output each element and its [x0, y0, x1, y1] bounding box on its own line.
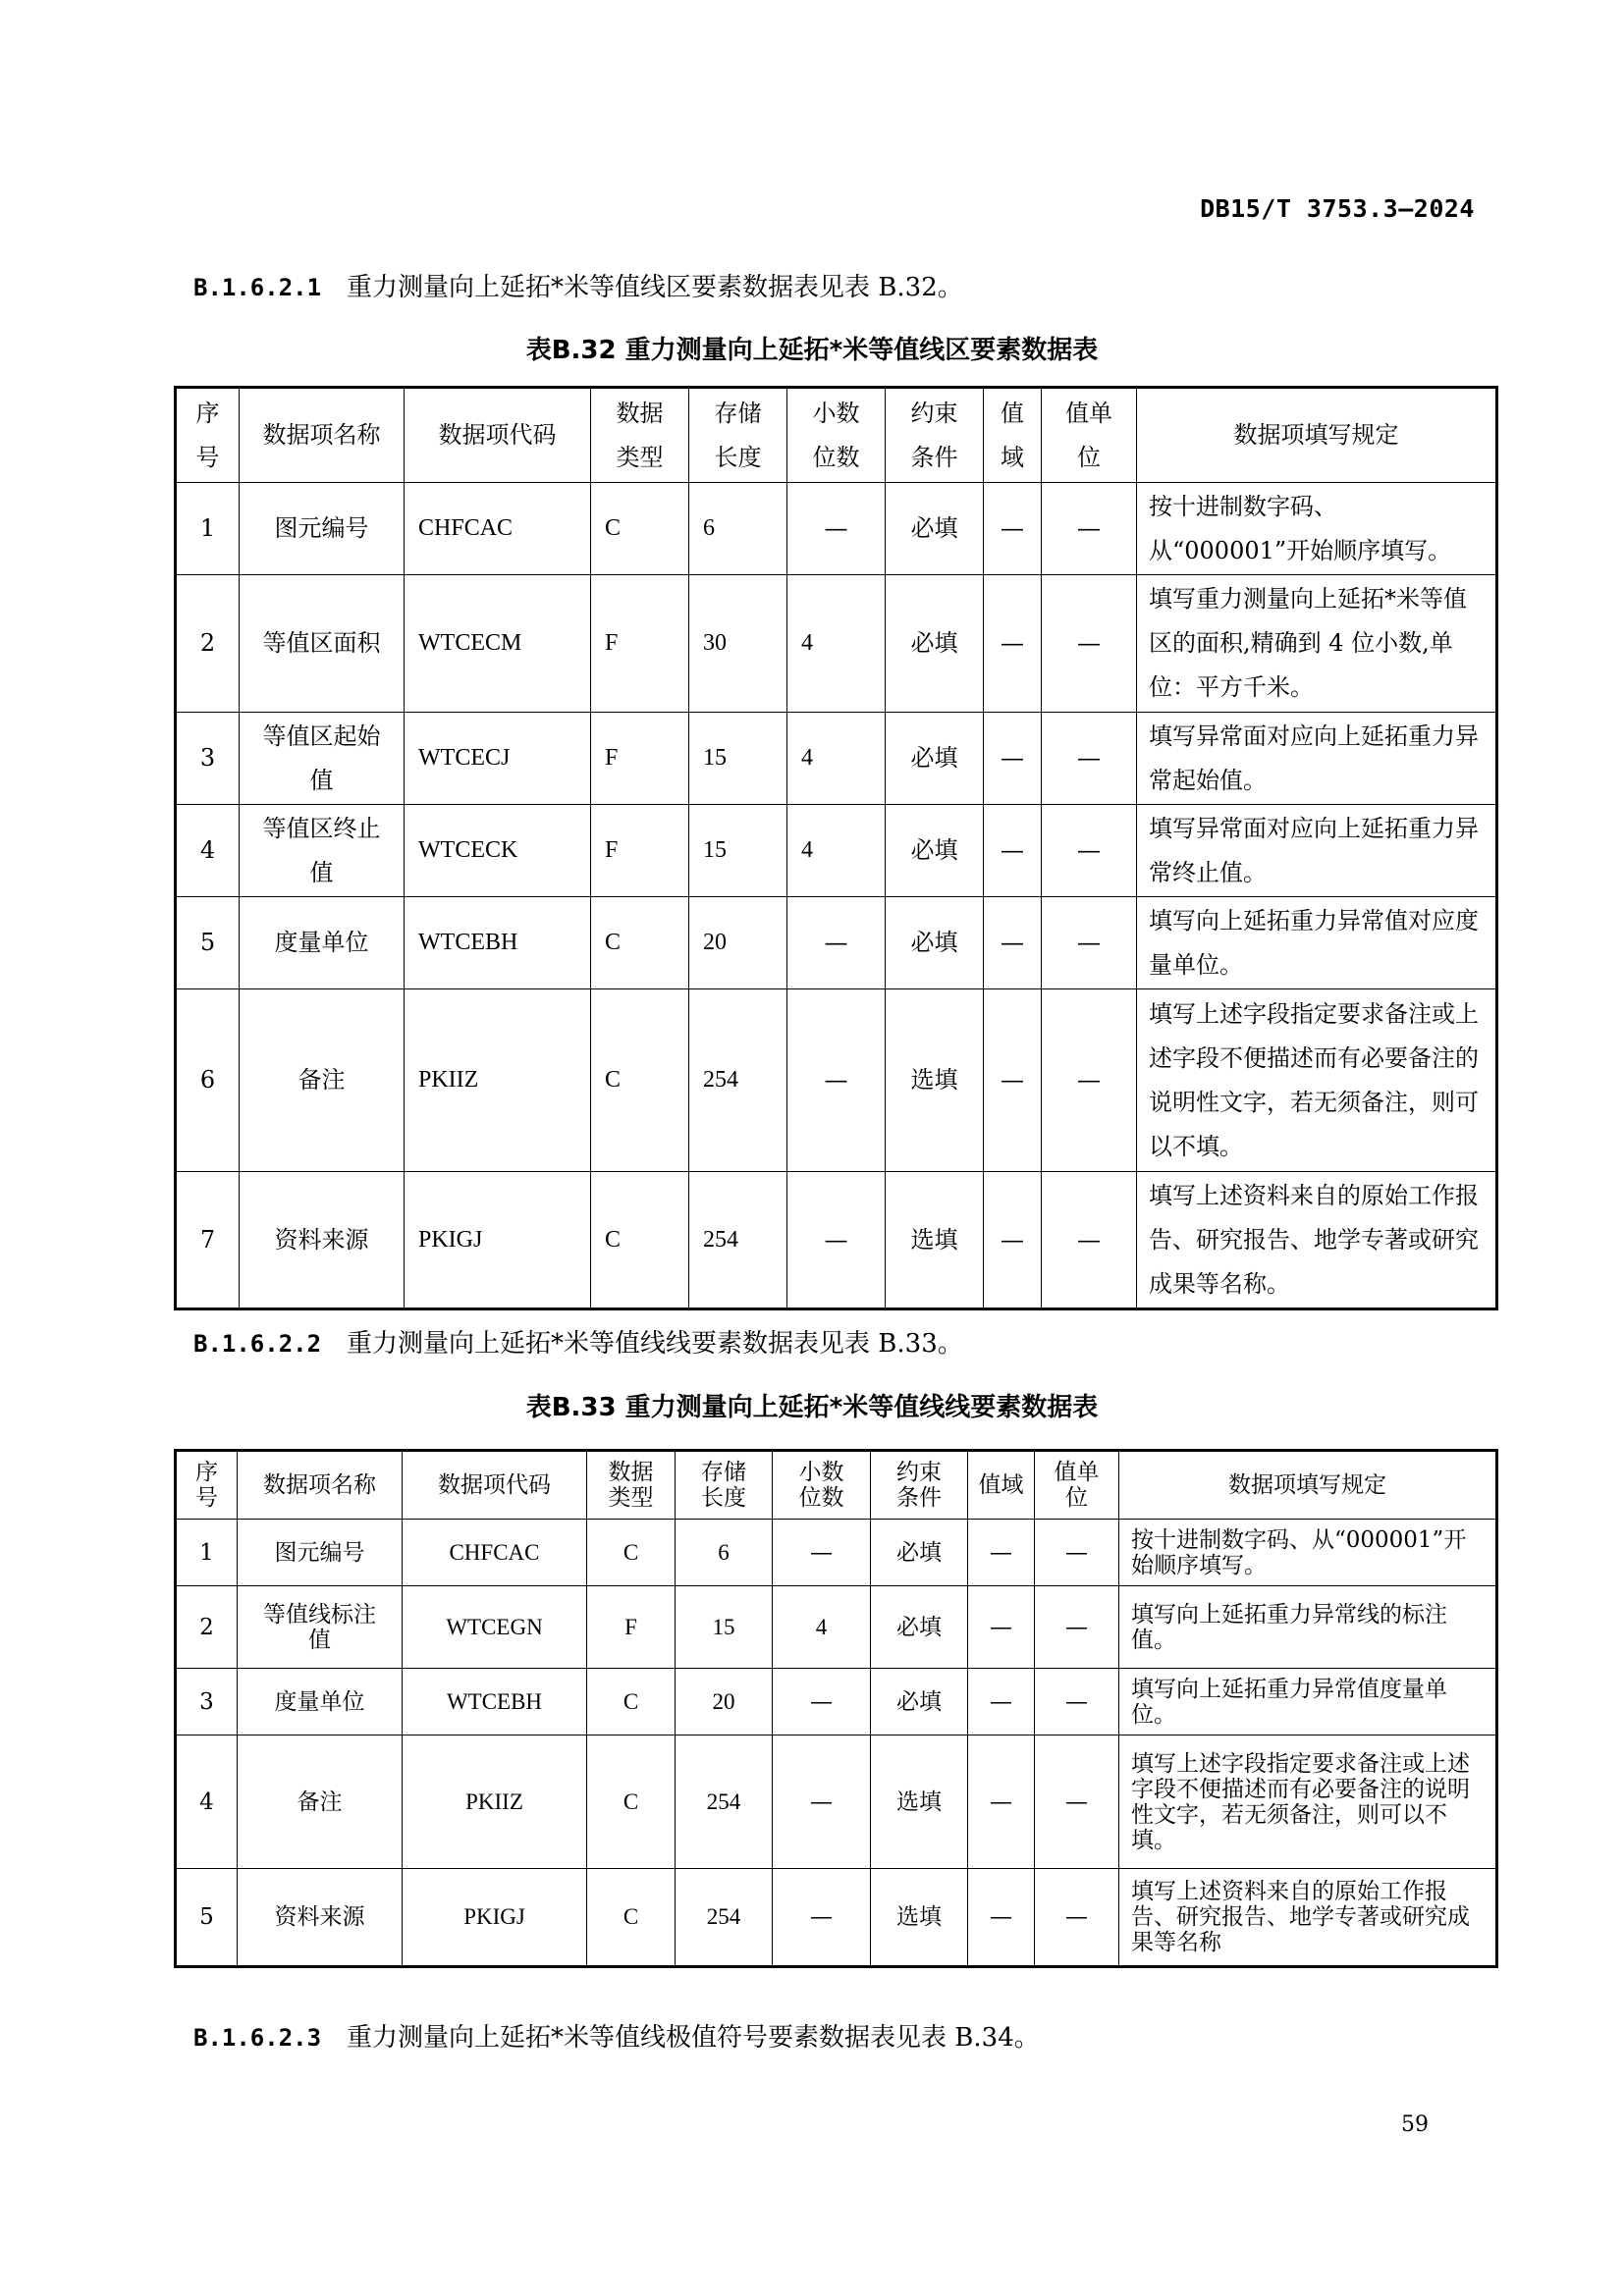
cell-constraint: 必填 [886, 713, 984, 805]
cell-name: 资料来源 [240, 1172, 405, 1309]
table-caption-b32: 表B.32 重力测量向上延拓*米等值线区要素数据表 [525, 336, 1099, 365]
cell-length: 20 [689, 897, 787, 989]
cell-length: 15 [676, 1586, 773, 1669]
cell-index: 2 [176, 575, 240, 713]
cell-type: C [591, 483, 689, 575]
cell-type: C [591, 1172, 689, 1309]
cell-domain: — [984, 1172, 1042, 1309]
cell-decimals: 4 [773, 1586, 871, 1669]
header-unit: 值单位 [1035, 1451, 1119, 1520]
cell-length: 15 [689, 805, 787, 897]
table-row [176, 1735, 1497, 1869]
cell-index: 7 [176, 1172, 240, 1309]
header-code: 数据项代码 [405, 388, 591, 483]
table-row [176, 805, 1497, 897]
clause-number: B.1.6.2.3 [193, 2024, 322, 2052]
header-index: 序号 [176, 388, 240, 483]
cell-decimals: — [773, 1735, 871, 1869]
clause-text: 重力测量向上延拓*米等值线极值符号要素数据表见表 B.34。 [347, 2023, 1040, 2053]
table-row [176, 483, 1497, 575]
cell-rule: 填写上述字段指定要求备注或上述字段不便描述而有必要备注的说明性文字，若无须备注，则可以不填。 [1137, 989, 1497, 1172]
cell-code: WTCECM [405, 575, 591, 713]
cell-code: WTCECK [405, 805, 591, 897]
cell-constraint: 选填 [886, 1172, 984, 1309]
cell-code: PKIIZ [405, 989, 591, 1172]
cell-domain: — [984, 897, 1042, 989]
cell-decimals: — [787, 989, 886, 1172]
cell-name: 度量单位 [240, 897, 405, 989]
cell-rule: 填写向上延拓重力异常线的标注值。 [1119, 1586, 1497, 1669]
cell-constraint: 必填 [871, 1669, 968, 1735]
table-row [176, 1669, 1497, 1735]
header-index: 序号 [176, 1451, 238, 1520]
cell-index: 1 [176, 1520, 238, 1586]
cell-unit: — [1042, 575, 1137, 713]
cell-unit: — [1035, 1869, 1119, 1967]
cell-type: C [591, 897, 689, 989]
cell-domain: — [984, 713, 1042, 805]
cell-code: PKIIZ [403, 1735, 587, 1869]
cell-constraint: 必填 [886, 805, 984, 897]
header-length: 存储长度 [689, 388, 787, 483]
cell-domain: — [968, 1735, 1035, 1869]
cell-length: 6 [689, 483, 787, 575]
header-domain: 值域 [968, 1451, 1035, 1520]
table-row [176, 989, 1497, 1172]
table-row [176, 1520, 1497, 1586]
cell-name: 图元编号 [240, 483, 405, 575]
cell-code: PKIGJ [405, 1172, 591, 1309]
cell-length: 254 [689, 1172, 787, 1309]
table-row [176, 1869, 1497, 1967]
cell-decimals: — [773, 1869, 871, 1967]
cell-rule: 填写上述字段指定要求备注或上述字段不便描述而有必要备注的说明性文字，若无须备注，则可以不填。 [1119, 1735, 1497, 1869]
cell-unit: — [1042, 1172, 1137, 1309]
cell-index: 4 [176, 805, 240, 897]
cell-rule: 填写向上延拓重力异常值对应度量单位。 [1137, 897, 1497, 989]
cell-constraint: 必填 [886, 483, 984, 575]
data-table-b32 [174, 386, 1498, 1310]
cell-name: 度量单位 [238, 1669, 403, 1735]
table-row [176, 897, 1497, 989]
cell-type: C [587, 1520, 676, 1586]
cell-index: 3 [176, 713, 240, 805]
cell-name: 等值区终止值 [240, 805, 405, 897]
header-decimals: 小数位数 [787, 388, 886, 483]
cell-type: F [587, 1586, 676, 1669]
table-row [176, 1172, 1497, 1309]
cell-domain: — [968, 1869, 1035, 1967]
cell-code: CHFCAC [403, 1520, 587, 1586]
cell-unit: — [1042, 805, 1137, 897]
table-row [176, 713, 1497, 805]
cell-domain: — [968, 1520, 1035, 1586]
cell-type: C [587, 1735, 676, 1869]
cell-length: 254 [689, 989, 787, 1172]
header-name: 数据项名称 [240, 388, 405, 483]
cell-index: 5 [176, 897, 240, 989]
header-unit: 值单位 [1042, 388, 1137, 483]
cell-rule: 按十进制数字码、从“000001”开始顺序填写。 [1119, 1520, 1497, 1586]
cell-rule: 按十进制数字码、从“000001”开始顺序填写。 [1137, 483, 1497, 575]
cell-constraint: 选填 [871, 1735, 968, 1869]
header-constraint: 约束条件 [871, 1451, 968, 1520]
table-row [176, 575, 1497, 713]
cell-length: 254 [676, 1735, 773, 1869]
header-length: 存储长度 [676, 1451, 773, 1520]
header-rule: 数据项填写规定 [1119, 1451, 1497, 1520]
cell-index: 3 [176, 1669, 238, 1735]
cell-index: 5 [176, 1869, 238, 1967]
cell-code: PKIGJ [403, 1869, 587, 1967]
cell-unit: — [1042, 483, 1137, 575]
header-rule: 数据项填写规定 [1137, 388, 1497, 483]
data-table-b33 [174, 1449, 1498, 1968]
cell-type: C [587, 1869, 676, 1967]
cell-unit: — [1035, 1669, 1119, 1735]
cell-name: 图元编号 [238, 1520, 403, 1586]
cell-decimals: — [787, 897, 886, 989]
cell-unit: — [1035, 1520, 1119, 1586]
clause-text: 重力测量向上延拓*米等值线区要素数据表见表 B.32。 [347, 273, 963, 302]
cell-name: 等值区起始值 [240, 713, 405, 805]
cell-constraint: 必填 [886, 575, 984, 713]
cell-type: F [591, 805, 689, 897]
header-decimals: 小数位数 [773, 1451, 871, 1520]
cell-code: CHFCAC [405, 483, 591, 575]
clause-b1622 [193, 1323, 963, 1360]
cell-length: 15 [689, 713, 787, 805]
cell-constraint: 必填 [886, 897, 984, 989]
cell-constraint: 选填 [886, 989, 984, 1172]
cell-length: 30 [689, 575, 787, 713]
cell-code: WTCEBH [403, 1669, 587, 1735]
header-code: 数据项代码 [403, 1451, 587, 1520]
cell-decimals: 4 [787, 805, 886, 897]
cell-name: 备注 [238, 1735, 403, 1869]
cell-domain: — [984, 483, 1042, 575]
cell-unit: — [1042, 897, 1137, 989]
cell-domain: — [984, 575, 1042, 713]
cell-name: 等值线标注值 [238, 1586, 403, 1669]
clause-b1621 [193, 267, 963, 303]
cell-index: 6 [176, 989, 240, 1172]
cell-decimals: — [787, 483, 886, 575]
cell-length: 254 [676, 1869, 773, 1967]
cell-length: 6 [676, 1520, 773, 1586]
cell-rule: 填写上述资料来自的原始工作报告、研究报告、地学专著或研究成果等名称。 [1137, 1172, 1497, 1309]
cell-rule: 填写异常面对应向上延拓重力异常终止值。 [1137, 805, 1497, 897]
clause-b1623 [193, 2017, 1040, 2054]
cell-code: WTCECJ [405, 713, 591, 805]
cell-unit: — [1035, 1586, 1119, 1669]
cell-decimals: — [773, 1520, 871, 1586]
cell-constraint: 必填 [871, 1520, 968, 1586]
cell-length: 20 [676, 1669, 773, 1735]
header-type: 数据类型 [591, 388, 689, 483]
cell-code: WTCEGN [403, 1586, 587, 1669]
cell-index: 1 [176, 483, 240, 575]
cell-index: 4 [176, 1735, 238, 1869]
clause-text: 重力测量向上延拓*米等值线线要素数据表见表 B.33。 [347, 1329, 963, 1359]
cell-unit: — [1035, 1735, 1119, 1869]
header-type: 数据类型 [587, 1451, 676, 1520]
cell-domain: — [968, 1586, 1035, 1669]
header-domain: 值域 [984, 388, 1042, 483]
cell-domain: — [984, 805, 1042, 897]
cell-type: C [591, 989, 689, 1172]
cell-unit: — [1042, 713, 1137, 805]
cell-rule: 填写异常面对应向上延拓重力异常起始值。 [1137, 713, 1497, 805]
cell-decimals: — [773, 1669, 871, 1735]
cell-type: F [591, 713, 689, 805]
cell-index: 2 [176, 1586, 238, 1669]
cell-decimals: 4 [787, 713, 886, 805]
page-number: 59 [1401, 2112, 1429, 2137]
cell-decimals: — [787, 1172, 886, 1309]
cell-decimals: 4 [787, 575, 886, 713]
clause-number: B.1.6.2.1 [193, 274, 322, 301]
document-code: DB15/T 3753.3—2024 [1200, 194, 1475, 223]
cell-domain: — [984, 989, 1042, 1172]
cell-domain: — [968, 1669, 1035, 1735]
cell-unit: — [1042, 989, 1137, 1172]
cell-name: 备注 [240, 989, 405, 1172]
cell-type: C [587, 1669, 676, 1735]
cell-code: WTCEBH [405, 897, 591, 989]
header-name: 数据项名称 [238, 1451, 403, 1520]
cell-constraint: 选填 [871, 1869, 968, 1967]
cell-type: F [591, 575, 689, 713]
cell-rule: 填写重力测量向上延拓*米等值区的面积,精确到 4 位小数,单位：平方千米。 [1137, 575, 1497, 713]
table-caption-b33: 表B.33 重力测量向上延拓*米等值线线要素数据表 [525, 1393, 1099, 1422]
cell-name: 等值区面积 [240, 575, 405, 713]
table-header-row [176, 1451, 1497, 1520]
cell-name: 资料来源 [238, 1869, 403, 1967]
cell-rule: 填写上述资料来自的原始工作报告、研究报告、地学专著或研究成果等名称 [1119, 1869, 1497, 1967]
header-constraint: 约束条件 [886, 388, 984, 483]
table-row [176, 1586, 1497, 1669]
table-header-row [176, 388, 1497, 483]
clause-number: B.1.6.2.2 [193, 1330, 322, 1358]
cell-rule: 填写向上延拓重力异常值度量单位。 [1119, 1669, 1497, 1735]
cell-constraint: 必填 [871, 1586, 968, 1669]
